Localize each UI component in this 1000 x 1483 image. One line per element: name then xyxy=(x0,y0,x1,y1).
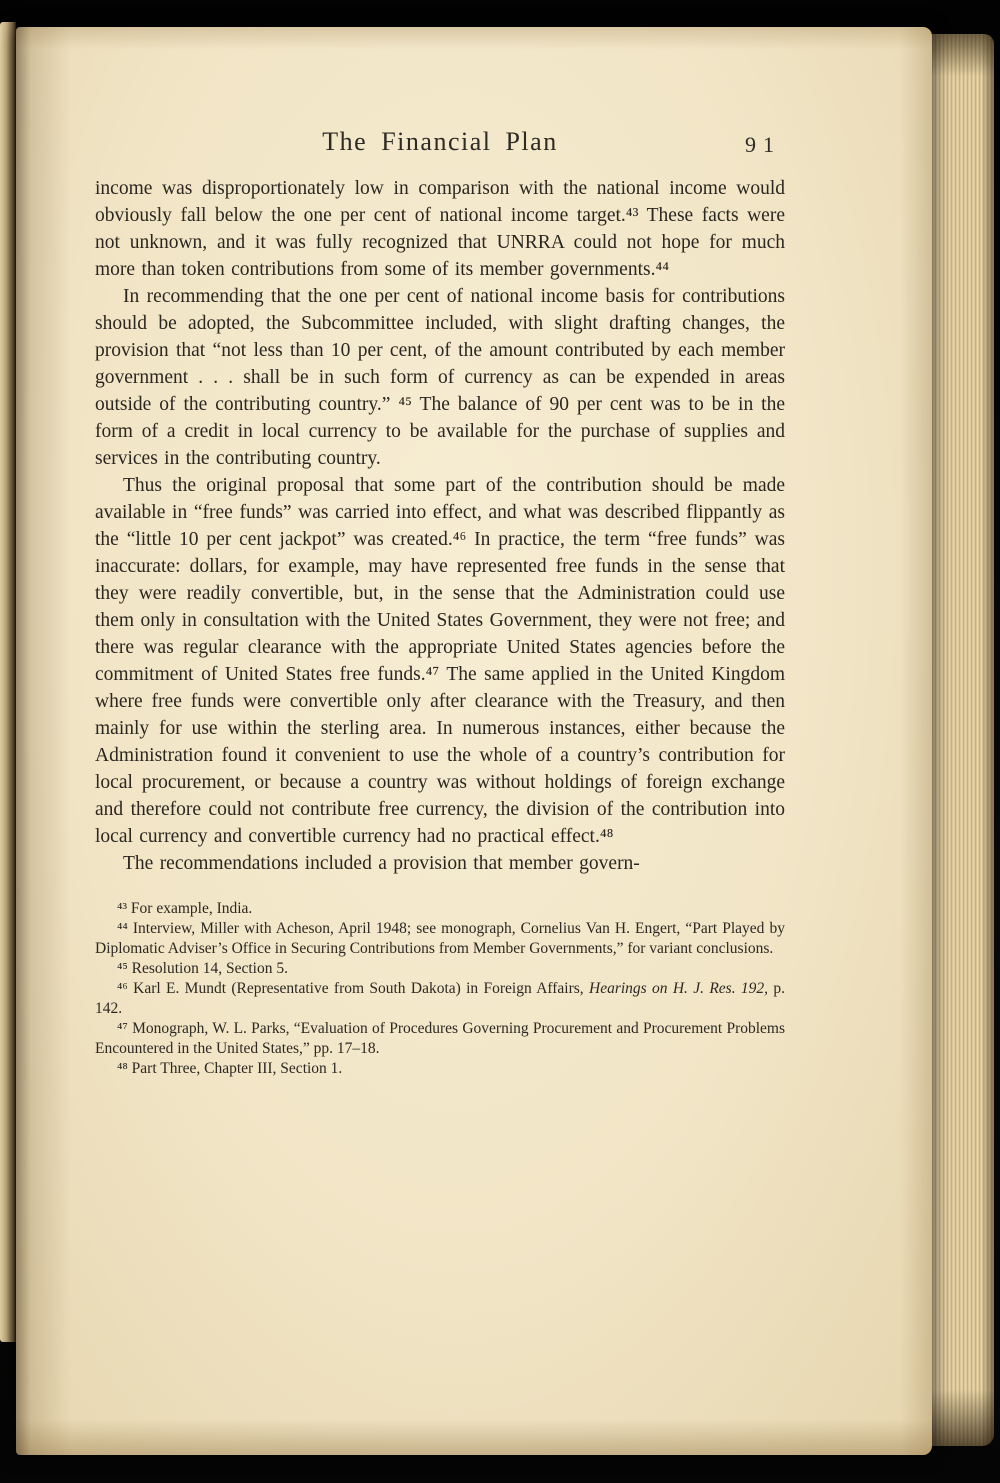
footnote-46-text: ⁴⁶ Karl E. Mundt (Representative from South Dakota) in Foreign Affairs, xyxy=(117,980,590,997)
footnote-43: ⁴³ For example, India. xyxy=(117,900,253,917)
facing-page-edge xyxy=(0,22,16,1342)
page-number: 91 xyxy=(745,132,781,157)
paragraph: The recommendations included a provision that member govern- xyxy=(123,853,640,874)
body-text xyxy=(95,175,785,877)
footnotes xyxy=(95,899,785,1079)
footnote-48: ⁴⁸ Part Three, Chapter III, Section 1. xyxy=(117,1060,343,1077)
paragraph: Thus the original proposal that some part of the contribution should be made available in “free funds” was carried into effect, and what was described flippantly as the “little 10 per cent jackpot” was created.⁴⁶ In practice, the term “free funds” was inaccurate: dollars, for example, may have represented free funds in the sense that they were readily convertible, but, in the sense that the Administration could use them only in consultation with the United States Government, they were not free; and there was regular clearance with the appropriate United States agencies before the commitment of United States free funds.⁴⁷ The same applied in the United Kingdom where free funds were convertible only after clearance with the Treasury, and then mainly for use within the sterling area. In numerous instances, either because the Administration found it convenient to use the whole of a country’s contribution for local procurement, or because a country was without holdings of foreign exchange and therefore could not contribute free currency, the division of the contribution into local currency and convertible currency had no practical effect.⁴⁸ xyxy=(95,475,785,847)
footnote-44: ⁴⁴ Interview, Miller with Acheson, April 1948; see monograph, Cornelius Van H. Engert, “Part Played by Diplomatic Adviser’s Office in Securing Contributions from Member Governments,” for variant conclusions. xyxy=(95,920,785,957)
paragraph: In recommending that the one per cent of national income basis for contributions should be adopted, the Subcommittee included, with slight drafting changes, the provision that “not less than 10 per cent, of the amount contributed by each member government . . . shall be in such form of currency as can be expended in areas outside of the contributing country.” ⁴⁵ The balance of 90 per cent was to be in the form of a credit in local currency to be available for the purchase of supplies and services in the contributing country. xyxy=(95,286,785,469)
footnote-45: ⁴⁵ Resolution 14, Section 5. xyxy=(117,960,288,977)
page-title: The Financial Plan xyxy=(322,127,558,156)
footnote-47: ⁴⁷ Monograph, W. L. Parks, “Evaluation of Procedures Governing Procurement and Procurement Problems Encountered in the United States,” pp. 17–18. xyxy=(95,1020,785,1057)
page-content xyxy=(16,27,932,1079)
book-page xyxy=(16,27,932,1455)
footnote-46-text-end: p. 142. xyxy=(95,980,785,1017)
page-stack-edges xyxy=(924,34,994,1446)
footnote-46-italic-title: Hearings on H. J. Res. 192, xyxy=(589,980,769,997)
paragraph-continuation: income was disproportionately low in comparison with the national income would obviously fall below the one per cent of national income target.⁴³ These facts were not unknown, and it was fully recognized that UNRRA could not hope for much more than token contributions from some of its member governments.⁴⁴ xyxy=(95,178,785,280)
running-head xyxy=(95,127,785,171)
footnote-46 xyxy=(95,979,785,1019)
